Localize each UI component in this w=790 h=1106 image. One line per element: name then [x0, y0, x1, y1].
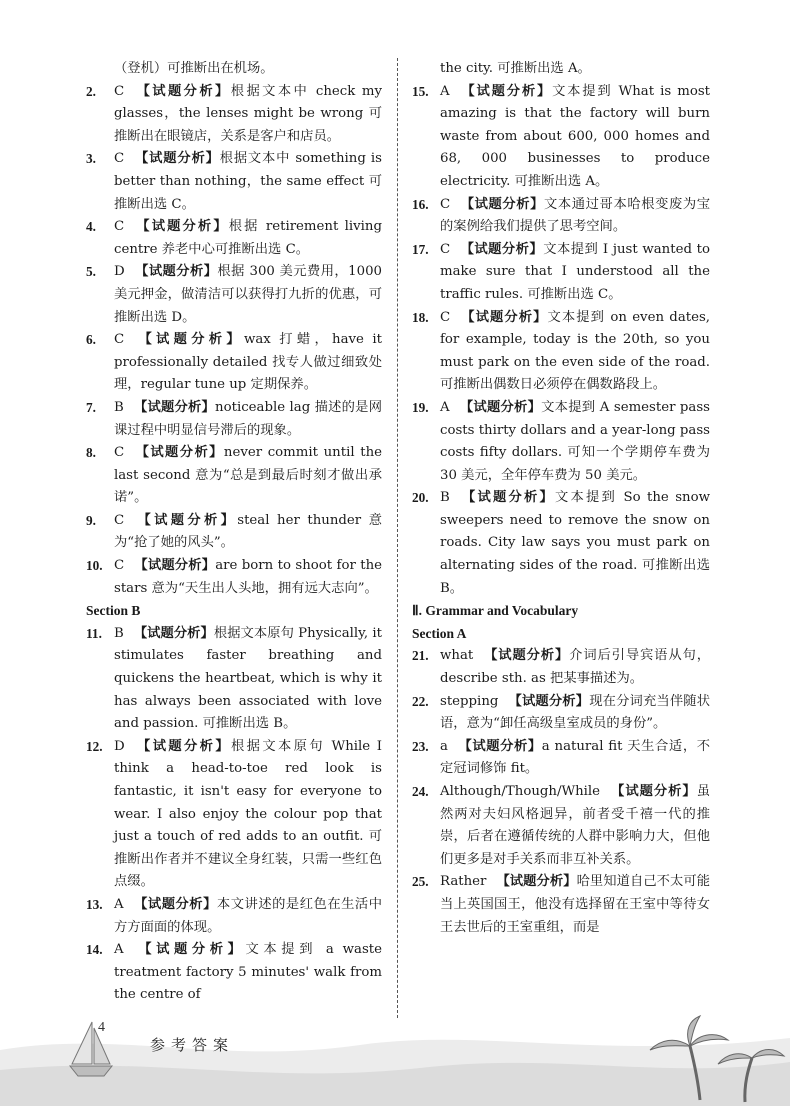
analysis-tag: 【试题分析】: [459, 490, 556, 506]
answer-choice: C: [114, 332, 125, 348]
analysis-text: 文本提到 I just wanted to make sure that I understood all the traffic rules. 可推断出选 C。: [440, 241, 711, 302]
question-number: 5.: [86, 264, 96, 280]
footer-label: 参考答案: [150, 1036, 235, 1054]
answer-item: [412, 487, 710, 600]
question-number: 13.: [86, 896, 103, 912]
answer-item: [86, 894, 382, 939]
answer-choice: D: [114, 738, 125, 754]
question-number: 23.: [412, 738, 429, 754]
answer-choice: C: [114, 83, 125, 99]
analysis-text: 根据 retirement living centre 养老中心可推断出选 C。: [114, 219, 382, 257]
answer-choice: B: [114, 399, 124, 415]
question-number: 17.: [412, 241, 429, 257]
question-number: 24.: [412, 784, 429, 799]
answer-choice: D: [114, 264, 125, 280]
answer-item: [86, 736, 382, 894]
answer-choice: A: [440, 399, 450, 415]
answer-item: [412, 307, 710, 397]
analysis-text: 根据 300 美元费用，1000 美元押金，做清洁可以获得打九折的优惠，可推断出选 D。: [114, 264, 382, 325]
question-number: 19.: [412, 399, 429, 415]
answer-choice: C: [440, 196, 451, 212]
answer-choice: C: [114, 558, 125, 574]
question-number: 10.: [86, 558, 103, 574]
column-divider: [397, 58, 398, 1018]
analysis-tag: 【试题分析】: [134, 738, 231, 754]
answer-item: [86, 329, 382, 397]
answer-choice: C: [114, 219, 125, 235]
answer-item: [86, 81, 382, 149]
answer-item: [412, 691, 710, 736]
question-number: 12.: [86, 738, 103, 754]
analysis-tag: 【试题分析】: [457, 738, 542, 754]
footer-decoration: [0, 1010, 790, 1106]
question-number: 6.: [86, 332, 96, 348]
analysis-text: 现在分词充当伴随状语，意为“卸任高级皇室成员的身份”。: [440, 693, 711, 732]
analysis-text: 根据文本中 check my glasses，the lenses might be wrong 可推断出在眼镜店，关系是客户和店员。: [114, 83, 382, 144]
section-heading: Section B: [86, 603, 141, 619]
answer-item: [412, 397, 710, 487]
answer-item: [86, 216, 382, 261]
answer-item: [412, 781, 710, 871]
answer-choice: Although/Though/While: [440, 784, 601, 799]
analysis-text: 介词后引导宾语从句，describe sth. as 把某事描述为。: [440, 648, 711, 687]
analysis-tag: 【试题分析】: [134, 512, 238, 528]
question-number: 18.: [412, 309, 429, 325]
question-number: 7.: [86, 399, 96, 415]
answer-item: [412, 871, 710, 939]
answer-choice: what: [440, 648, 474, 664]
analysis-text: 文本提到 on even dates, for example, today is the 20th, so you must park on the even side of the road. 可推断出偶数日必须停在偶数路段上。: [440, 309, 711, 393]
analysis-text: 文本提到 So the snow sweepers need to remove the snow on roads. City law says you must park on alternating sides of the road. 可推断出选 B。: [440, 490, 710, 596]
analysis-text: steal her thunder 意为“抢了她的风头”。: [114, 512, 382, 551]
analysis-tag: 【试题分析】: [133, 896, 217, 912]
question-number: 3.: [86, 151, 96, 167]
analysis-text: never commit until the last second 意为“总是到最后时刻才做出承诺”。: [114, 445, 383, 506]
section-heading: Ⅱ. Grammar and Vocabulary: [412, 603, 579, 619]
analysis-text: a natural fit 天生合适，不定冠词修饰 fit。: [440, 738, 710, 777]
left-column: [86, 58, 382, 1007]
answer-choice: A: [114, 942, 124, 958]
analysis-tag: 【试题分析】: [133, 399, 216, 415]
answer-choice: C: [440, 309, 451, 325]
analysis-text: 文本提到 What is most amazing is that the factory will burn waste from about 600, 000 homes and 68, 000 businesses to produce electricity. 可推断出选 A。: [440, 83, 710, 189]
question-number: 11.: [86, 625, 102, 641]
answer-choice: C: [114, 151, 125, 167]
answer-item: [86, 939, 382, 1007]
analysis-text: 虽然两对夫妇风格迥异，前者受千禧一代的推崇，后者在遵循传统的人群中影响力大，但他们更多是对手关系而非互补关系。: [440, 784, 710, 867]
analysis-text: 根据文本中 something is better than nothing，the same effect 可推断出选 C。: [114, 151, 382, 212]
question-number: 14.: [86, 942, 103, 958]
answer-item: [86, 442, 382, 510]
analysis-tag: 【试题分析】: [460, 241, 544, 257]
question-number: 21.: [412, 648, 429, 664]
analysis-tag: 【试题分析】: [460, 309, 548, 325]
analysis-text: 文本通过哥本哈根变废为宝的案例给我们提供了思考空间。: [440, 196, 711, 235]
analysis-tag: 【试题分析】: [460, 196, 545, 212]
answer-item: [86, 623, 382, 736]
answer-choice: Rather: [440, 874, 487, 890]
analysis-text: 本文讲述的是红色在生活中方方面面的体现。: [114, 896, 383, 935]
question-number: 8.: [86, 445, 96, 461]
section-heading: Section A: [412, 625, 467, 641]
page-number: 4: [98, 1020, 105, 1035]
analysis-tag: 【试题分析】: [459, 399, 542, 415]
continued-text: the city. 可推断出选 A。: [440, 61, 591, 76]
beach-wave-decoration: [0, 1010, 790, 1106]
answer-item: [86, 261, 382, 329]
analysis-tag: 【试题分析】: [610, 784, 697, 799]
answer-choice: B: [440, 490, 450, 506]
analysis-tag: 【试题分析】: [134, 558, 216, 574]
question-number: 2.: [86, 83, 96, 99]
analysis-tag: 【试题分析】: [483, 648, 570, 664]
analysis-text: 根据文本原句 While I think a head-to-toe red look is fantastic, it isn't easy for everyone to wear. I also enjoy the colour pop that just a touch of red adds to an outfit. 可推断出作者并不建议全身红装，只需一些红色点缀。: [114, 738, 383, 890]
answer-item: [412, 81, 710, 194]
analysis-text: are born to shoot for the stars 意为“天生出人头地，拥有远大志向”。: [114, 558, 383, 596]
question-number: 25.: [412, 874, 429, 890]
right-column: [412, 58, 710, 939]
question-number: 20.: [412, 490, 429, 506]
answer-item: [86, 397, 382, 442]
analysis-tag: 【试题分析】: [134, 151, 220, 167]
analysis-tag: 【试题分析】: [133, 942, 246, 958]
answer-choice: stepping: [440, 693, 499, 709]
answer-choice: C: [440, 241, 451, 257]
analysis-text: 根据文本原句 Physically, it stimulates faster breathing and quickens the heartbeat, which is why it has always been associated with love and passion. 可推断出选 B。: [114, 625, 382, 732]
answer-item: [412, 736, 710, 781]
analysis-tag: 【试题分析】: [134, 445, 224, 461]
answer-choice: B: [114, 625, 124, 641]
analysis-tag: 【试题分析】: [459, 83, 553, 99]
answer-choice: C: [114, 512, 125, 528]
analysis-tag: 【试题分析】: [134, 332, 244, 348]
answer-item: [412, 645, 710, 690]
answer-choice: A: [440, 83, 450, 99]
continued-text: （登机）可推断出在机场。: [114, 61, 274, 76]
question-number: 4.: [86, 219, 96, 235]
answer-item: [86, 148, 382, 216]
answer-choice: A: [114, 896, 124, 912]
answer-item: [86, 510, 382, 555]
question-number: 16.: [412, 196, 429, 212]
answer-choice: C: [114, 445, 125, 461]
analysis-tag: 【试题分析】: [134, 83, 231, 99]
answer-choice: a: [440, 738, 448, 754]
analysis-text: 文本提到 A semester pass costs thirty dollars and a year-long pass costs fifty dollars. 可知一个学期停车费为 30 美元，全年停车费为 50 美元。: [440, 399, 711, 483]
answer-item: [412, 194, 710, 239]
analysis-tag: 【试题分析】: [134, 219, 229, 235]
answer-item: [412, 239, 710, 307]
analysis-tag: 【试题分析】: [508, 693, 590, 709]
analysis-text: wax 打蜡，have it professionally detailed 找专人做过细致处理，regular tune up 定期保养。: [114, 332, 383, 393]
question-number: 15.: [412, 83, 429, 99]
analysis-tag: 【试题分析】: [133, 625, 214, 641]
analysis-text: 文本提到 a waste treatment factory 5 minutes' walk from the centre of: [114, 942, 382, 1003]
question-number: 9.: [86, 512, 96, 528]
answer-item: [86, 555, 382, 600]
analysis-text: noticeable lag 描述的是网课过程中明显信号滞后的现象。: [114, 399, 382, 438]
question-number: 22.: [412, 693, 429, 709]
analysis-tag: 【试题分析】: [134, 264, 218, 280]
analysis-text: 哈里知道自己不太可能当上英国国王，他没有选择留在王室中等待女王去世后的王室重组，而是: [440, 874, 711, 935]
analysis-tag: 【试题分析】: [496, 874, 577, 890]
